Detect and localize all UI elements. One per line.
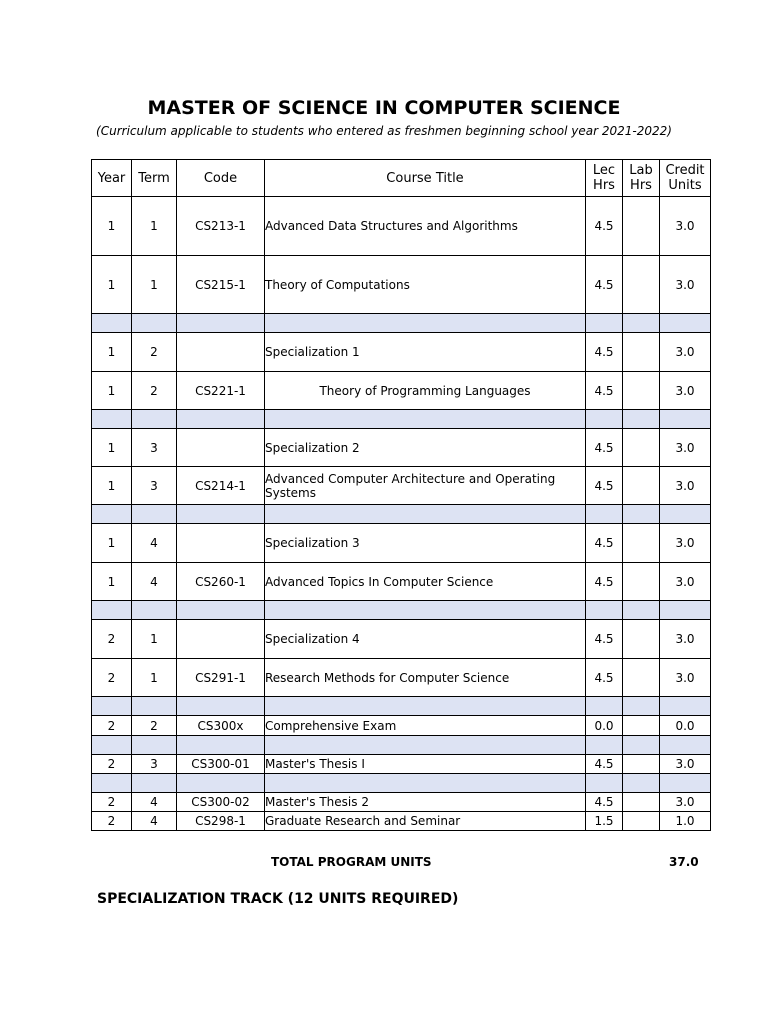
separator-cell xyxy=(660,505,711,524)
cell-lab-hrs xyxy=(623,793,660,812)
term-separator-row xyxy=(92,774,711,793)
separator-cell xyxy=(177,410,265,429)
col-header-lab-hrs xyxy=(623,160,660,197)
cell-lec-hrs: 4.5 xyxy=(586,197,623,256)
cell-year: 2 xyxy=(92,755,132,774)
col-header-lec-line2: Hrs xyxy=(593,178,615,193)
cell-lec-hrs: 4.5 xyxy=(586,659,623,697)
term-separator-row xyxy=(92,736,711,755)
separator-cell xyxy=(177,505,265,524)
cell-year: 1 xyxy=(92,563,132,601)
table-row xyxy=(92,716,711,736)
col-header-lab-line1: Lab xyxy=(629,163,653,178)
separator-cell xyxy=(265,314,586,333)
cell-year: 2 xyxy=(92,620,132,659)
term-separator-row xyxy=(92,601,711,620)
term-separator-row xyxy=(92,410,711,429)
cell-term: 3 xyxy=(132,755,177,774)
separator-cell xyxy=(177,601,265,620)
table-row xyxy=(92,256,711,314)
separator-cell xyxy=(265,774,586,793)
col-header-lec-line1: Lec xyxy=(592,163,616,178)
cell-term: 1 xyxy=(132,256,177,314)
separator-cell xyxy=(265,410,586,429)
table-row xyxy=(92,197,711,256)
separator-cell xyxy=(660,736,711,755)
separator-cell xyxy=(623,774,660,793)
separator-cell xyxy=(660,774,711,793)
col-header-credit-line2: Units xyxy=(668,178,702,193)
col-header-credit-units xyxy=(660,160,711,197)
separator-cell xyxy=(660,410,711,429)
cell-lab-hrs xyxy=(623,333,660,372)
cell-lec-hrs: 4.5 xyxy=(586,755,623,774)
separator-cell xyxy=(660,314,711,333)
cell-year: 1 xyxy=(92,429,132,467)
separator-cell xyxy=(132,697,177,716)
cell-lab-hrs xyxy=(623,812,660,831)
table-row xyxy=(92,620,711,659)
cell-lec-hrs: 4.5 xyxy=(586,372,623,410)
cell-term: 3 xyxy=(132,467,177,505)
cell-credit-units: 1.0 xyxy=(660,812,711,831)
cell-term: 2 xyxy=(132,372,177,410)
col-header-lab-line2: Hrs xyxy=(630,178,652,193)
cell-lec-hrs: 1.5 xyxy=(586,812,623,831)
table-row xyxy=(92,524,711,563)
cell-course-title: Theory of Computations xyxy=(265,256,586,314)
cell-lec-hrs: 4.5 xyxy=(586,467,623,505)
cell-course-title: Specialization 4 xyxy=(265,620,586,659)
cell-credit-units: 3.0 xyxy=(660,429,711,467)
separator-cell xyxy=(623,601,660,620)
separator-cell xyxy=(623,410,660,429)
table-row xyxy=(92,467,711,505)
cell-course-title: Specialization 3 xyxy=(265,524,586,563)
separator-cell xyxy=(92,736,132,755)
separator-cell xyxy=(265,505,586,524)
cell-lab-hrs xyxy=(623,524,660,563)
cell-credit-units: 0.0 xyxy=(660,716,711,736)
cell-year: 2 xyxy=(92,716,132,736)
cell-lab-hrs xyxy=(623,659,660,697)
table-row xyxy=(92,563,711,601)
table-header-row xyxy=(92,160,711,197)
term-separator-row xyxy=(92,505,711,524)
cell-year: 1 xyxy=(92,333,132,372)
table-row xyxy=(92,659,711,697)
cell-credit-units: 3.0 xyxy=(660,755,711,774)
cell-term: 4 xyxy=(132,793,177,812)
cell-course-title: Advanced Computer Architecture and Operating Systems xyxy=(265,467,586,505)
cell-lec-hrs: 4.5 xyxy=(586,563,623,601)
table-row xyxy=(92,755,711,774)
separator-cell xyxy=(92,601,132,620)
separator-cell xyxy=(177,736,265,755)
cell-lab-hrs xyxy=(623,755,660,774)
separator-cell xyxy=(660,601,711,620)
cell-year: 2 xyxy=(92,793,132,812)
separator-cell xyxy=(265,736,586,755)
col-header-lec-hrs xyxy=(586,160,623,197)
cell-term: 3 xyxy=(132,429,177,467)
separator-cell xyxy=(132,314,177,333)
cell-code: CS298-1 xyxy=(177,812,265,831)
cell-credit-units: 3.0 xyxy=(660,563,711,601)
cell-credit-units: 3.0 xyxy=(660,524,711,563)
separator-cell xyxy=(177,697,265,716)
col-header-credit-line1: Credit xyxy=(665,163,705,178)
cell-lab-hrs xyxy=(623,716,660,736)
cell-code: CS213-1 xyxy=(177,197,265,256)
table-row xyxy=(92,793,711,812)
page-subtitle: (Curriculum applicable to students who entered as freshmen beginning school year 2021-2022) xyxy=(96,124,672,138)
page-title: MASTER OF SCIENCE IN COMPUTER SCIENCE xyxy=(147,97,621,119)
cell-credit-units: 3.0 xyxy=(660,256,711,314)
cell-code: CS291-1 xyxy=(177,659,265,697)
cell-year: 2 xyxy=(92,659,132,697)
cell-year: 1 xyxy=(92,197,132,256)
separator-cell xyxy=(92,774,132,793)
cell-lec-hrs: 4.5 xyxy=(586,333,623,372)
cell-course-title: Master's Thesis 2 xyxy=(265,793,586,812)
total-program-units-value: 37.0 xyxy=(669,855,699,869)
cell-code xyxy=(177,620,265,659)
cell-code: CS300x xyxy=(177,716,265,736)
cell-credit-units: 3.0 xyxy=(660,333,711,372)
curriculum-table xyxy=(91,159,711,831)
cell-course-title: Research Methods for Computer Science xyxy=(265,659,586,697)
cell-year: 1 xyxy=(92,372,132,410)
separator-cell xyxy=(132,410,177,429)
cell-lec-hrs: 4.5 xyxy=(586,429,623,467)
term-separator-row xyxy=(92,697,711,716)
cell-lec-hrs: 4.5 xyxy=(586,620,623,659)
cell-term: 4 xyxy=(132,524,177,563)
cell-course-title: Theory of Programming Languages xyxy=(265,372,586,410)
separator-cell xyxy=(92,410,132,429)
cell-credit-units: 3.0 xyxy=(660,467,711,505)
col-header-code: Code xyxy=(177,160,265,197)
separator-cell xyxy=(623,505,660,524)
cell-lab-hrs xyxy=(623,563,660,601)
separator-cell xyxy=(586,410,623,429)
cell-term: 1 xyxy=(132,197,177,256)
separator-cell xyxy=(92,505,132,524)
specialization-track-heading: SPECIALIZATION TRACK (12 UNITS REQUIRED) xyxy=(97,891,459,907)
separator-cell xyxy=(132,505,177,524)
separator-cell xyxy=(586,736,623,755)
term-separator-row xyxy=(92,314,711,333)
cell-lab-hrs xyxy=(623,620,660,659)
cell-lab-hrs xyxy=(623,197,660,256)
cell-credit-units: 3.0 xyxy=(660,197,711,256)
cell-lec-hrs: 0.0 xyxy=(586,716,623,736)
separator-cell xyxy=(623,736,660,755)
separator-cell xyxy=(92,314,132,333)
cell-lab-hrs xyxy=(623,372,660,410)
cell-year: 1 xyxy=(92,256,132,314)
separator-cell xyxy=(586,314,623,333)
separator-cell xyxy=(132,601,177,620)
cell-term: 1 xyxy=(132,659,177,697)
cell-course-title: Advanced Data Structures and Algorithms xyxy=(265,197,586,256)
separator-cell xyxy=(586,697,623,716)
table-row xyxy=(92,429,711,467)
separator-cell xyxy=(177,774,265,793)
cell-year: 2 xyxy=(92,812,132,831)
cell-course-title: Specialization 1 xyxy=(265,333,586,372)
cell-code: CS300-01 xyxy=(177,755,265,774)
cell-lec-hrs: 4.5 xyxy=(586,793,623,812)
separator-cell xyxy=(177,314,265,333)
cell-lec-hrs: 4.5 xyxy=(586,524,623,563)
cell-code xyxy=(177,429,265,467)
cell-course-title: Graduate Research and Seminar xyxy=(265,812,586,831)
cell-course-title: Comprehensive Exam xyxy=(265,716,586,736)
cell-code: CS260-1 xyxy=(177,563,265,601)
separator-cell xyxy=(265,601,586,620)
cell-credit-units: 3.0 xyxy=(660,372,711,410)
cell-term: 4 xyxy=(132,812,177,831)
separator-cell xyxy=(623,314,660,333)
cell-course-title: Specialization 2 xyxy=(265,429,586,467)
cell-year: 1 xyxy=(92,524,132,563)
cell-credit-units: 3.0 xyxy=(660,659,711,697)
total-program-units-label: TOTAL PROGRAM UNITS xyxy=(271,855,432,869)
cell-credit-units: 3.0 xyxy=(660,793,711,812)
cell-code xyxy=(177,333,265,372)
cell-credit-units: 3.0 xyxy=(660,620,711,659)
cell-course-title: Master's Thesis I xyxy=(265,755,586,774)
cell-lec-hrs: 4.5 xyxy=(586,256,623,314)
separator-cell xyxy=(132,774,177,793)
table-row xyxy=(92,333,711,372)
separator-cell xyxy=(586,601,623,620)
separator-cell xyxy=(586,505,623,524)
separator-cell xyxy=(623,697,660,716)
col-header-course-title: Course Title xyxy=(265,160,586,197)
table-row xyxy=(92,372,711,410)
separator-cell xyxy=(586,774,623,793)
cell-year: 1 xyxy=(92,467,132,505)
col-header-term: Term xyxy=(132,160,177,197)
cell-code: CS214-1 xyxy=(177,467,265,505)
cell-lab-hrs xyxy=(623,429,660,467)
cell-code: CS215-1 xyxy=(177,256,265,314)
col-header-year: Year xyxy=(92,160,132,197)
cell-term: 2 xyxy=(132,333,177,372)
cell-course-title: Advanced Topics In Computer Science xyxy=(265,563,586,601)
cell-lab-hrs xyxy=(623,256,660,314)
table-row xyxy=(92,812,711,831)
separator-cell xyxy=(132,736,177,755)
cell-code: CS221-1 xyxy=(177,372,265,410)
separator-cell xyxy=(265,697,586,716)
cell-term: 4 xyxy=(132,563,177,601)
cell-term: 2 xyxy=(132,716,177,736)
separator-cell xyxy=(660,697,711,716)
cell-term: 1 xyxy=(132,620,177,659)
cell-lab-hrs xyxy=(623,467,660,505)
cell-code xyxy=(177,524,265,563)
cell-code: CS300-02 xyxy=(177,793,265,812)
separator-cell xyxy=(92,697,132,716)
